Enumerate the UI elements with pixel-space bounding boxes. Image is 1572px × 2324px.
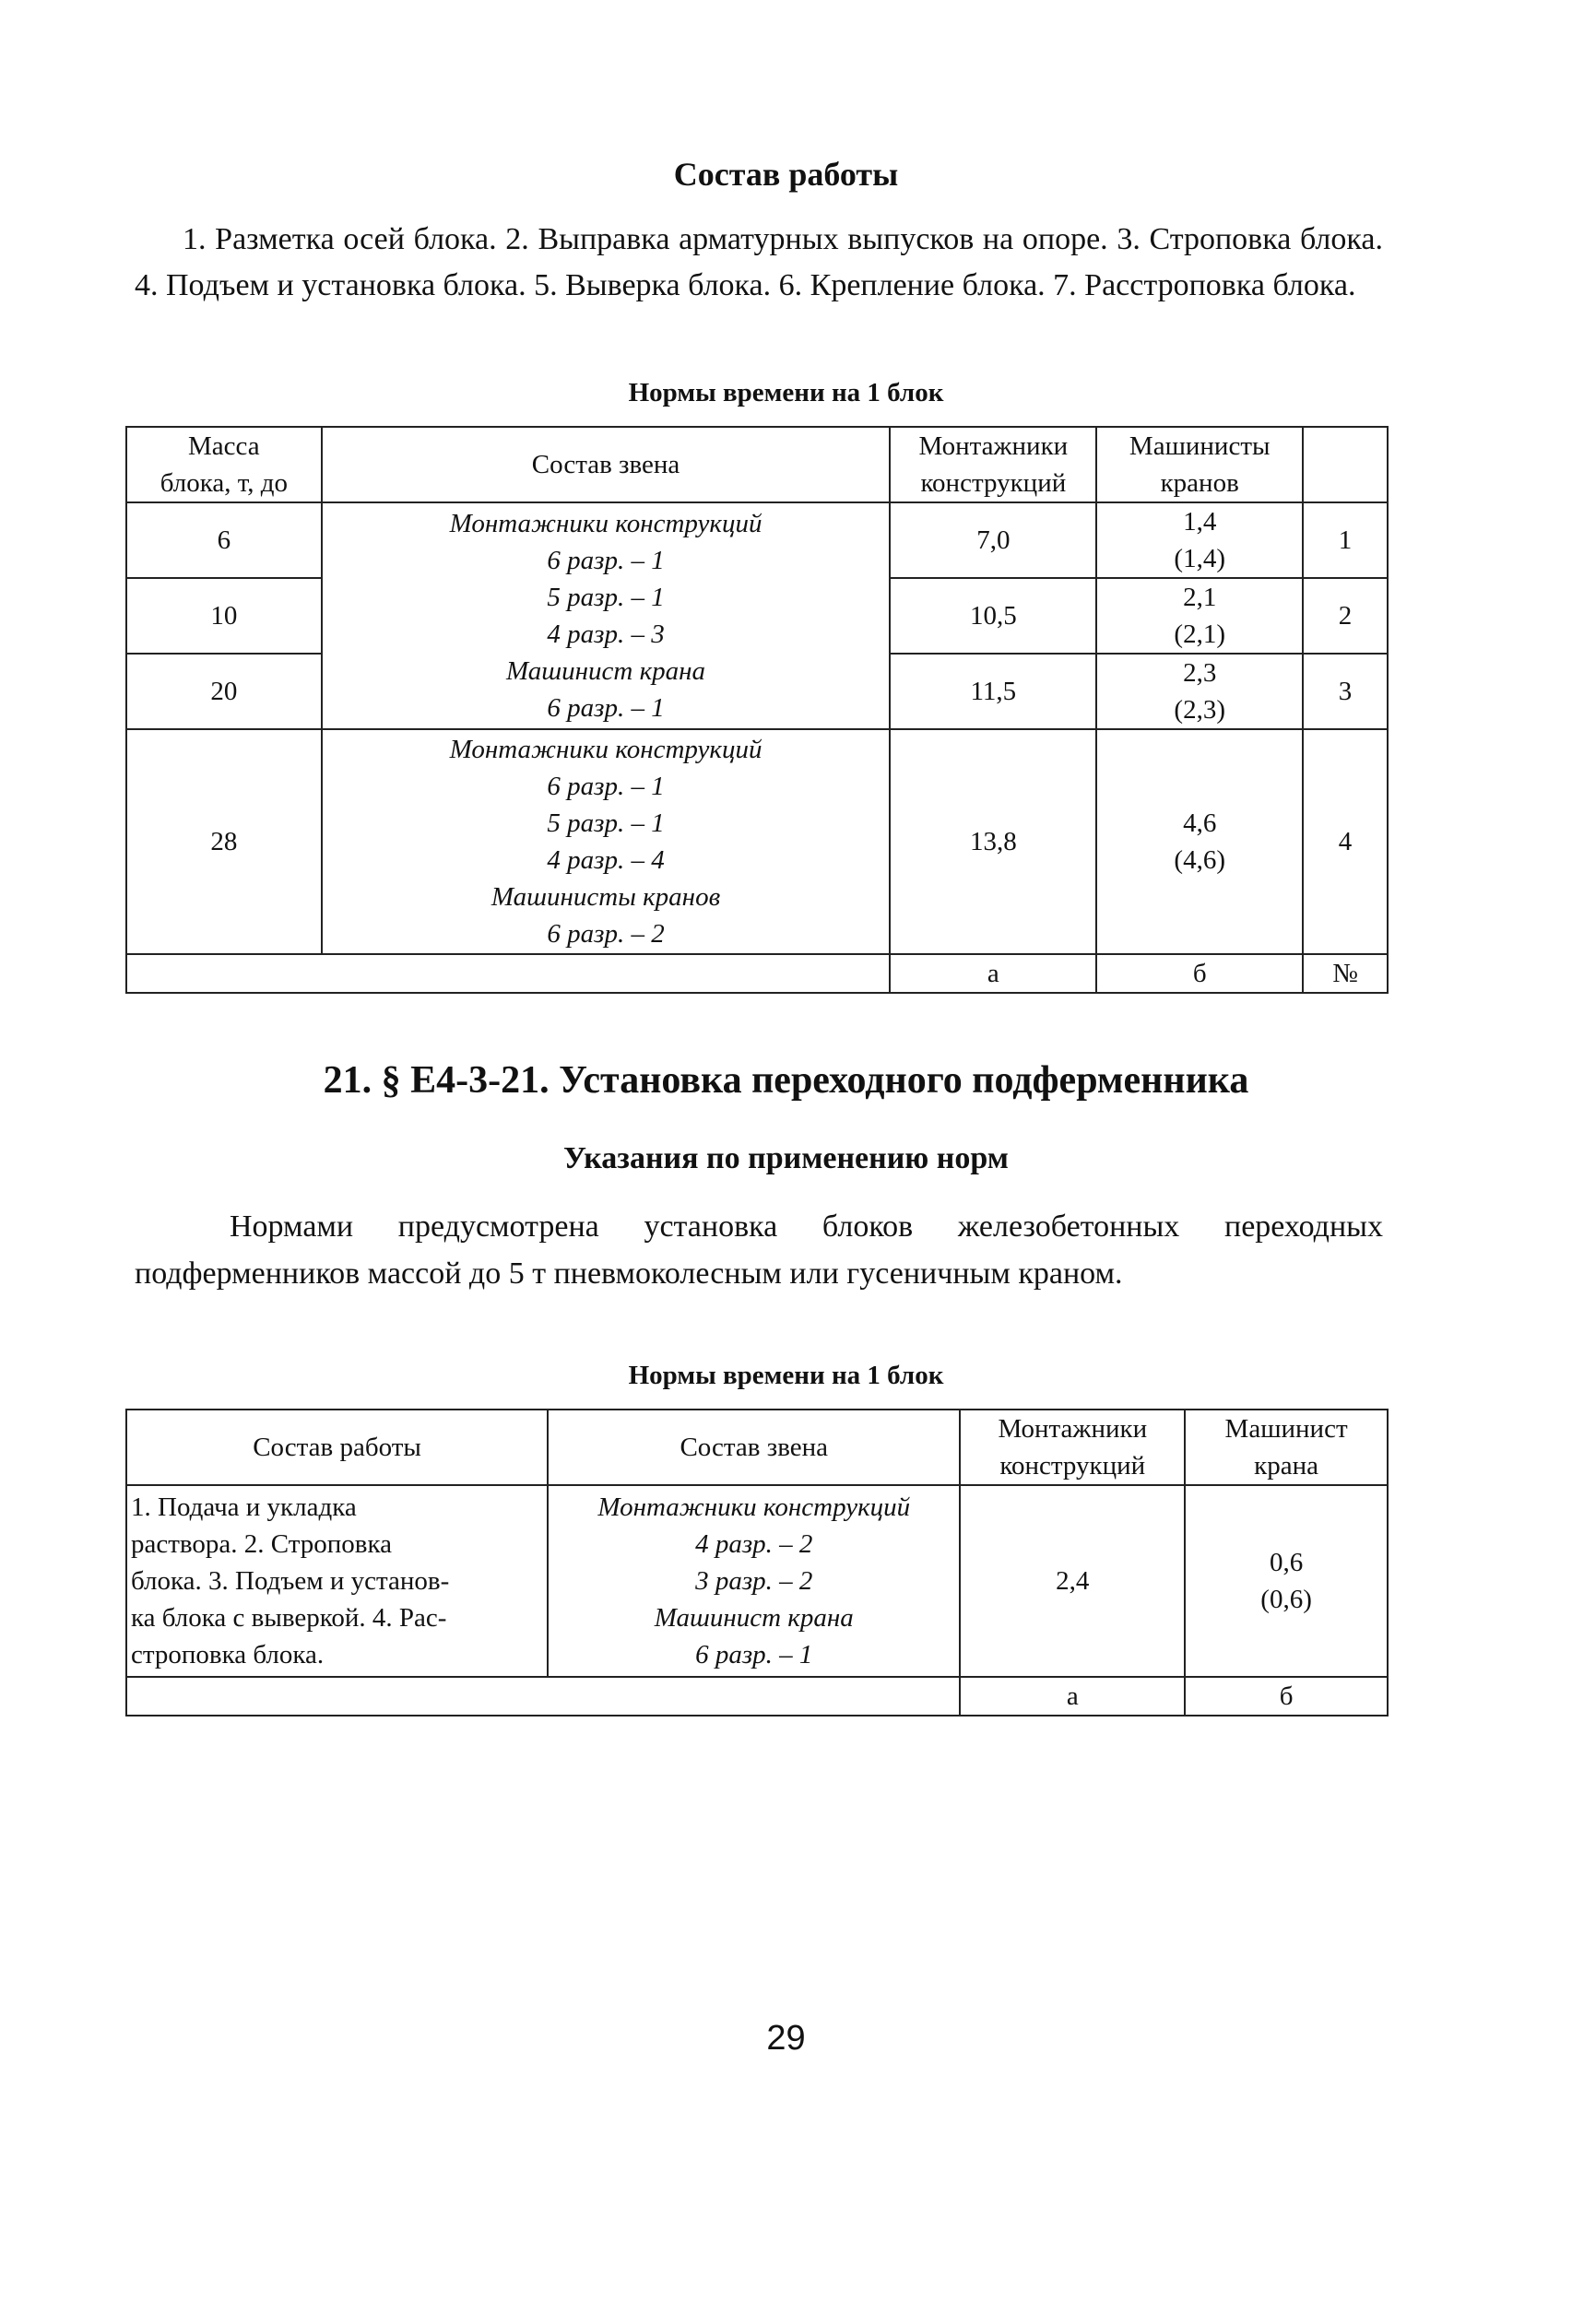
table1-header-row	[126, 427, 1388, 502]
header-operator-line1: Машинист	[1224, 1414, 1348, 1444]
footer-b-cell: б	[1096, 954, 1303, 993]
work-line: блока. 3. Подъем и установ-	[131, 1566, 450, 1596]
operators-cell	[1096, 654, 1303, 729]
mass-cell: 10	[126, 578, 322, 654]
work-composition-title: Состав работы	[673, 156, 899, 193]
work-composition-text	[135, 217, 1383, 309]
operator-value-paren: (0,6)	[1260, 1585, 1312, 1614]
crew-line: 4 разр. – 3	[547, 619, 665, 649]
header-fitters-line2: конструкций	[999, 1451, 1146, 1481]
table1-header-mass	[126, 427, 322, 502]
table2-header-work: Состав работы	[126, 1410, 548, 1485]
header-fitters-line1: Монтажники	[998, 1414, 1148, 1444]
time-norms-table-1	[125, 426, 1389, 994]
crew-line: Монтажники конструкций	[449, 509, 762, 538]
crew-line: Монтажники конструкций	[449, 735, 762, 764]
operators-value: 2,3	[1183, 658, 1217, 688]
table1-header-crew: Состав звена	[322, 427, 891, 502]
crew-line: Машинисты кранов	[491, 882, 721, 912]
work-line: строповка блока.	[131, 1640, 325, 1669]
row-number-cell: 3	[1303, 654, 1388, 729]
operators-value-paren: (1,4)	[1174, 544, 1225, 573]
crew-line: 5 разр. – 1	[547, 583, 665, 612]
usage-paragraph: Нормами предусмотрена установка блоков железобетонных переходных подферменников массой до 5 т пневмоколесным или гусеничным краном.	[135, 1209, 1383, 1291]
header-mass-line1: Масса	[188, 431, 260, 461]
header-mass-line2: блока, т, до	[160, 468, 288, 498]
usage-instructions-text	[135, 1203, 1383, 1297]
table-row	[126, 1485, 1388, 1677]
footer-b-cell: б	[1185, 1677, 1388, 1716]
crew-cell-group-a	[322, 502, 891, 729]
table-row	[126, 502, 1388, 578]
crew-line: Машинист крана	[506, 656, 706, 686]
crew-cell	[548, 1485, 960, 1677]
table1-header-fitters	[890, 427, 1096, 502]
fitters-cell: 10,5	[890, 578, 1096, 654]
operators-value: 2,1	[1183, 583, 1217, 612]
section-21-title: 21. § Е4-3-21. Установка переходного подферменника	[323, 1059, 1249, 1102]
table2-header-crew: Состав звена	[548, 1410, 960, 1485]
crew-line: 3 разр. – 2	[695, 1566, 813, 1596]
crew-line: 6 разр. – 1	[547, 693, 665, 723]
crew-line: 4 разр. – 4	[547, 845, 665, 875]
crew-line: 5 разр. – 1	[547, 808, 665, 838]
header-fitters-line1: Монтажники	[918, 431, 1069, 461]
table-row	[126, 729, 1388, 954]
footer-no-cell: №	[1303, 954, 1388, 993]
fitters-cell: 2,4	[960, 1485, 1185, 1677]
mass-cell: 28	[126, 729, 322, 954]
fitters-cell: 13,8	[890, 729, 1096, 954]
work-description-cell	[126, 1485, 548, 1677]
header-operator-line2: крана	[1254, 1451, 1319, 1481]
operators-cell	[1096, 729, 1303, 954]
operator-value: 0,6	[1269, 1548, 1304, 1577]
header-operators-line2: кранов	[1160, 468, 1239, 498]
usage-instructions-title: Указания по применению норм	[563, 1141, 1009, 1175]
fitters-cell: 11,5	[890, 654, 1096, 729]
row-number-cell: 2	[1303, 578, 1388, 654]
work-steps-paragraph: 1. Разметка осей блока. 2. Выправка арматурных выпусков на опоре. 3. Строповка блока. 4. Подъем и установка блока. 5. Выверка блока. 6. Крепление блока. 7. Расстроповка блока.	[135, 222, 1383, 302]
crew-line: 6 разр. – 2	[547, 919, 665, 949]
operators-value-paren: (2,1)	[1174, 619, 1225, 649]
crew-cell-group-b	[322, 729, 891, 954]
page-number: 29	[766, 2019, 806, 2058]
table2-footer-row	[126, 1677, 1388, 1716]
mass-cell: 20	[126, 654, 322, 729]
time-norms-table-2	[125, 1409, 1389, 1716]
footer-empty-cell	[126, 954, 890, 993]
footer-a-cell: а	[890, 954, 1096, 993]
fitters-cell: 7,0	[890, 502, 1096, 578]
table1-header-num	[1303, 427, 1388, 502]
table1-footer-row	[126, 954, 1388, 993]
table1-header-operators	[1096, 427, 1303, 502]
operators-value-paren: (2,3)	[1174, 695, 1225, 725]
footer-empty-cell	[126, 1677, 960, 1716]
table2-caption: Нормы времени на 1 блок	[628, 1361, 944, 1390]
operator-cell	[1185, 1485, 1388, 1677]
table1-caption: Нормы времени на 1 блок	[628, 378, 944, 407]
table2-header-fitters	[960, 1410, 1185, 1485]
header-operators-line1: Машинисты	[1129, 431, 1271, 461]
crew-line: 6 разр. – 1	[695, 1640, 813, 1669]
operators-value-paren: (4,6)	[1174, 845, 1225, 875]
mass-cell: 6	[126, 502, 322, 578]
operators-value: 4,6	[1183, 808, 1217, 838]
work-line: ка блока с выверкой. 4. Рас-	[131, 1603, 447, 1633]
crew-line: 6 разр. – 1	[547, 546, 665, 575]
row-number-cell: 4	[1303, 729, 1388, 954]
table2-header-row	[126, 1410, 1388, 1485]
work-line: раствора. 2. Строповка	[131, 1529, 393, 1559]
row-number-cell: 1	[1303, 502, 1388, 578]
crew-line: 4 разр. – 2	[695, 1529, 813, 1559]
operators-value: 1,4	[1183, 507, 1217, 537]
crew-line: Монтажники конструкций	[597, 1492, 911, 1522]
header-fitters-line2: конструкций	[920, 468, 1067, 498]
operators-cell	[1096, 502, 1303, 578]
table2-header-operator	[1185, 1410, 1388, 1485]
crew-line: Машинист крана	[654, 1603, 854, 1633]
operators-cell	[1096, 578, 1303, 654]
footer-a-cell: а	[960, 1677, 1185, 1716]
work-line: 1. Подача и укладка	[131, 1492, 357, 1522]
crew-line: 6 разр. – 1	[547, 772, 665, 801]
